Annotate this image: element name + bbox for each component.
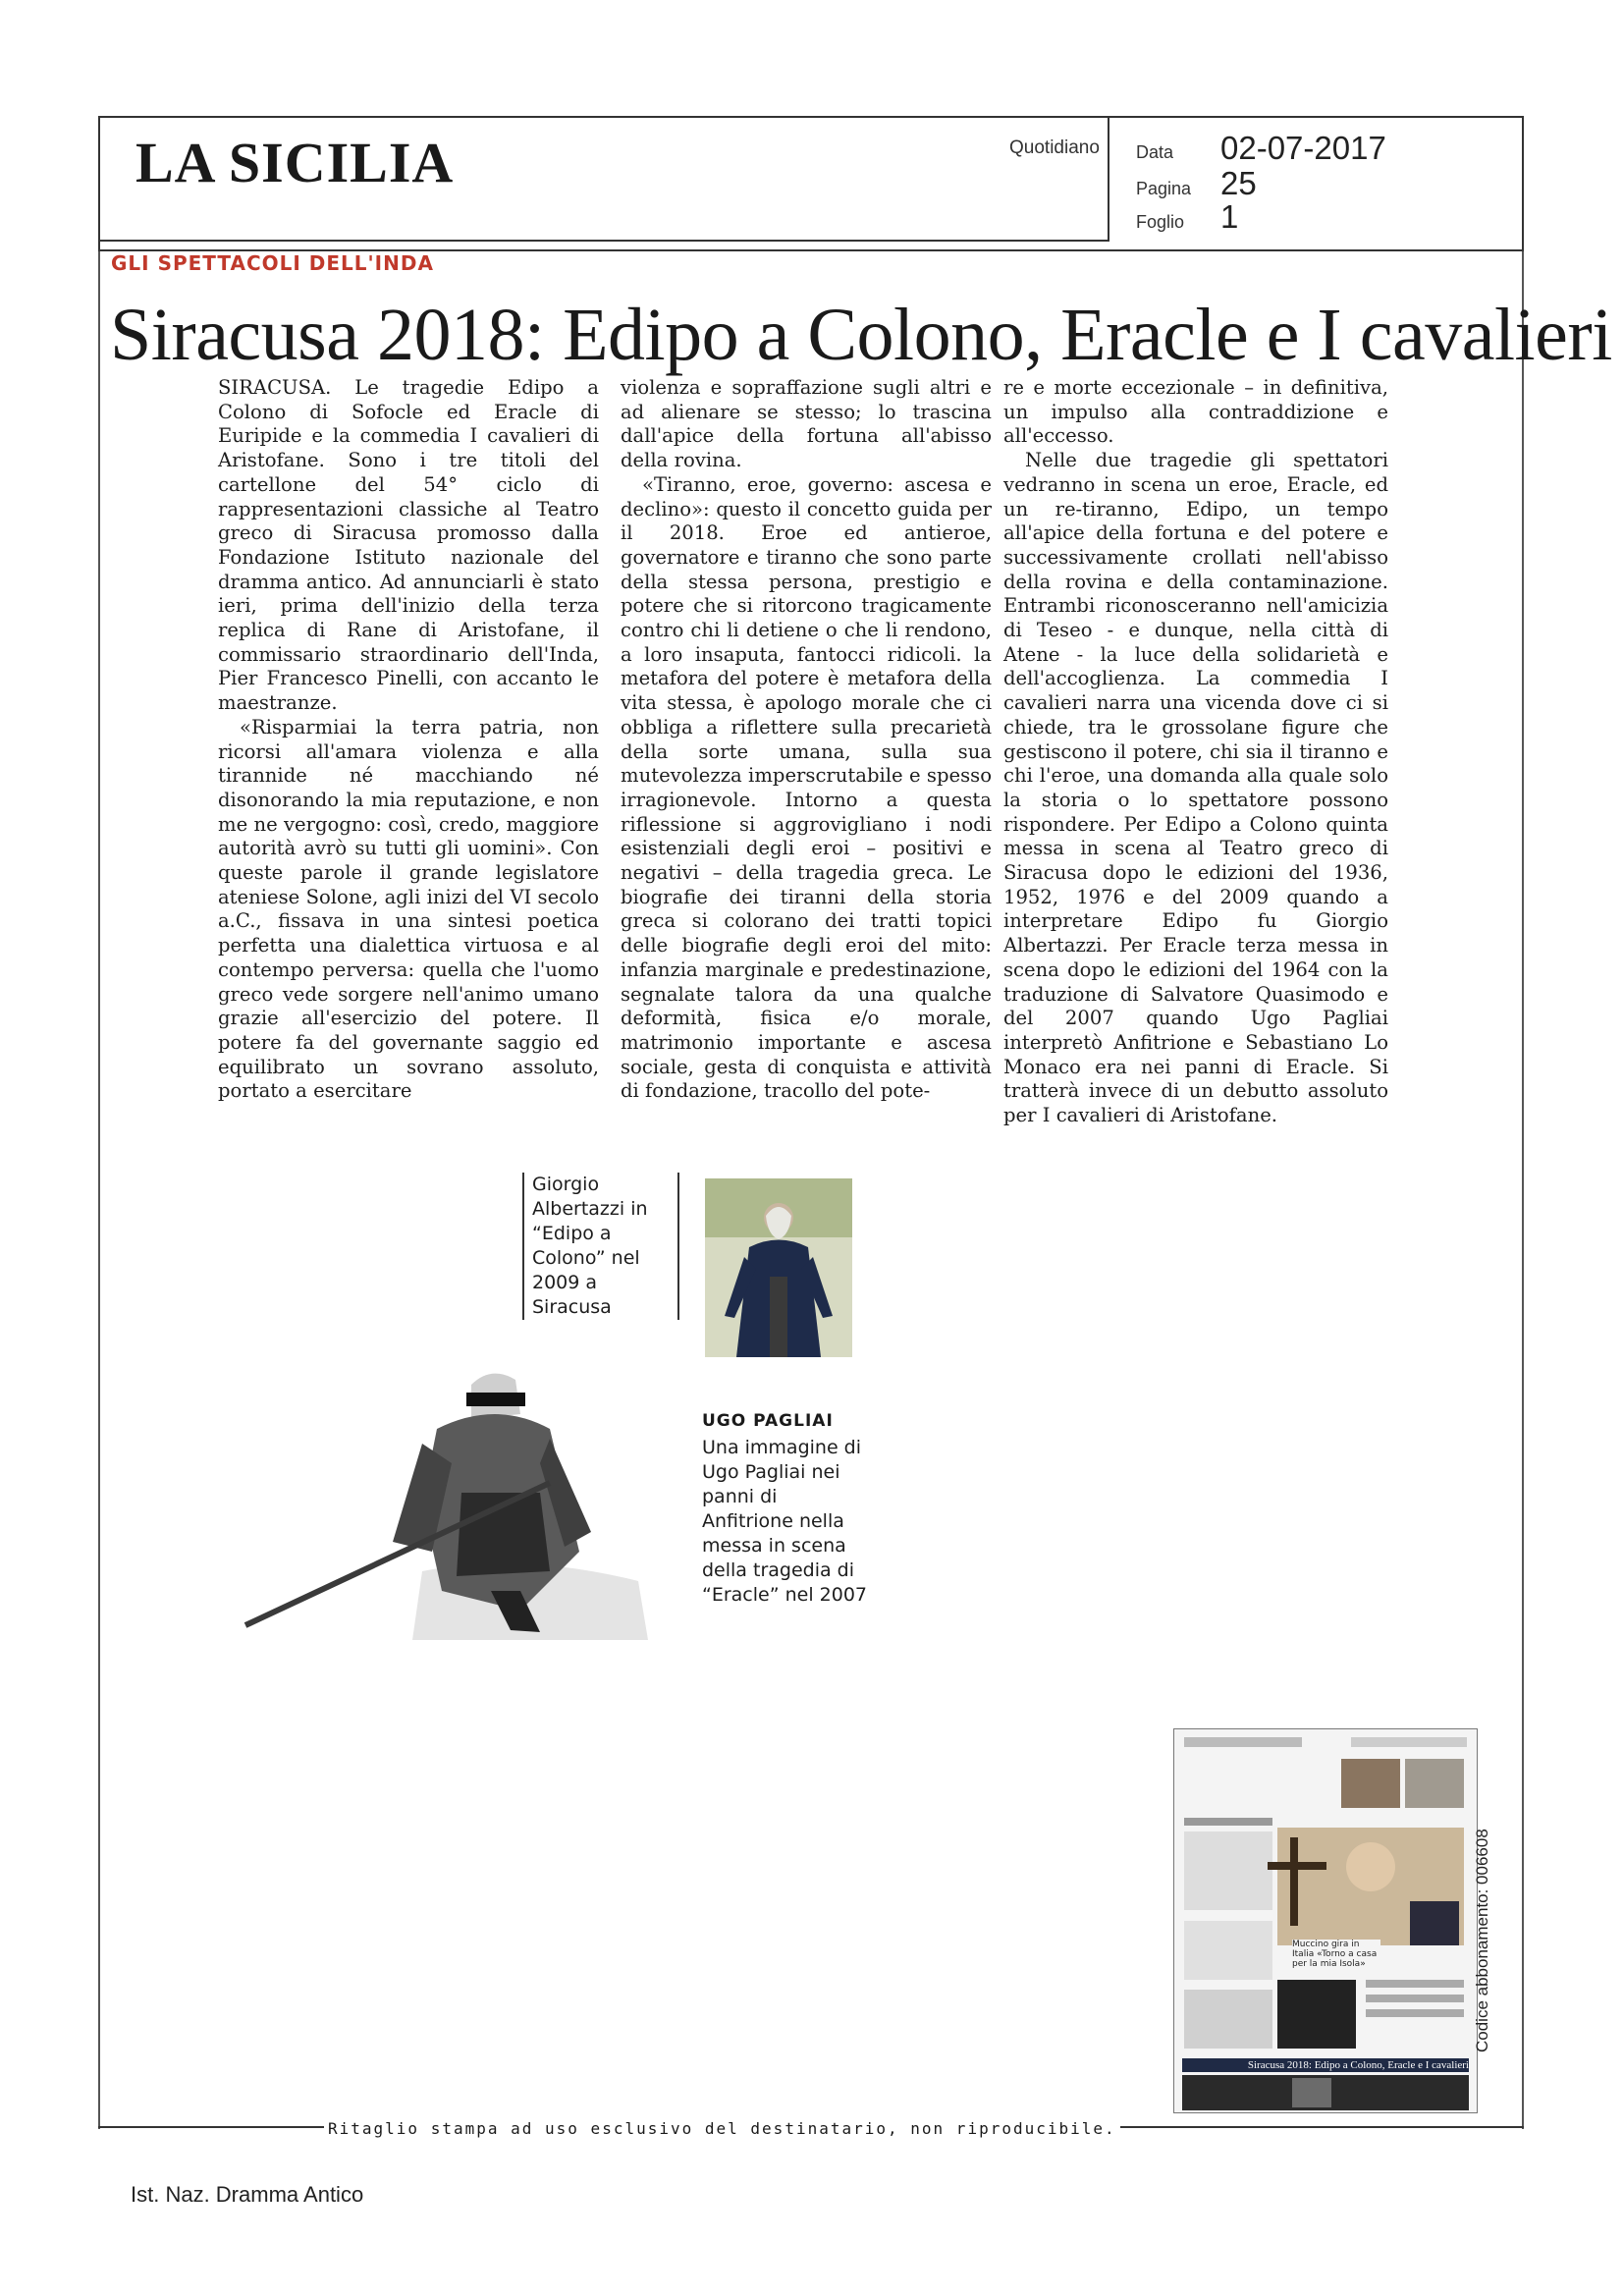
thumbnail-story: Muccino gira in Italia «Torno a casa per la mia Isola»	[1292, 1940, 1380, 1969]
subscription-code: Codice abbonamento: 006608	[1473, 1829, 1491, 2052]
institution-label: Ist. Naz. Dramma Antico	[131, 2182, 364, 2207]
seated-figure-with-staff-icon	[226, 1345, 677, 1640]
meta-date-value: 02-07-2017	[1220, 130, 1386, 166]
article-paragraph: violenza e sopraffazione sugli altri e ad alienare se stesso; lo trascina dall'apice della fortuna all'abisso della rovina.	[621, 376, 992, 472]
photo-caption-albertazzi: Giorgio Albertazzi in “Edipo a Colono” nel 2009 a Siracusa	[522, 1173, 679, 1320]
newspaper-page-preview-icon	[1174, 1729, 1477, 2112]
article-column-1	[218, 376, 599, 1104]
photo-caption-pagliai: Una immagine di Ugo Pagliai nei panni di Anfitrione nella messa in scena della tragedia di “Eracle” nel 2007	[702, 1437, 868, 1606]
article-column-2	[621, 376, 992, 1104]
meta-page-value: 25	[1220, 165, 1257, 201]
page-thumbnail	[1173, 1728, 1478, 2113]
meta-sheet-value: 1	[1220, 198, 1239, 235]
photo-ugo-pagliai	[705, 1178, 852, 1357]
article-paragraph: re e morte eccezionale – in definitiva, un impulso alla contraddizione e all'eccesso.	[1003, 376, 1388, 448]
meta-date-label: Data	[1136, 142, 1174, 162]
article-paragraph: «Tiranno, eroe, governo: ascesa e declino»: questo il concetto guida per il 2018. Eroe ed antieroe, governatore e tiranno che sono parte della stessa persona, prestigio e potere che si ritorcono tragicamente contro chi li detiene o che li rendono, a loro insaputa, fantocci ridicoli. la metafora del potere è metafora della vita stessa, è apologo morale che ci obbliga a riflettere sulla precarietà della sorte umana, sulla sua mutevolezza imperscrutabile e spesso irragionevole. Intorno a questa riflessione si aggrovigliano i nodi esistenziali degli eroi – positivi e negativi – della tragedia greca. Le biografie dei tiranni della storia greca si colorano dei tratti topici delle biografie degli eroi del mito: infanzia marginale e predestinazione, segnalate talora da una qualche deformità, fisica e/o morale, matrimonio importante e ascesa sociale, gesta di conquista e attività di fondazione, tracollo del pote-	[621, 472, 992, 1103]
article-paragraph: Nelle due tragedie gli spettatori vedranno in scena un eroe, Eracle, ed un re-tiranno, Edipo, un tempo all'apice della fortuna e del potere e successivamente crollati nell'abisso della rovina e della contaminazione. Entrambi riconosceranno nell'amicizia di Teseo - e dunque, nella città di Atene - la luce della solidarietà e dell'accoglienza. La commedia I cavalieri narra una vicenda dove ci si chiede, tra le grossolane figure che gestiscono il potere, chi sia il tiranno e chi l'eroe, una domanda alla quale solo la storia o lo spettatore possono rispondere. Per Edipo a Colono quinta messa in scena al Teatro greco di Siracusa dopo le edizioni del 1936, 1952, 1976 e del 2009 quando a interpretare Edipo fu Giorgio Albertazzi. Per Eracle terza messa in scena dopo le edizioni del 1964 con la traduzione di Salvatore Quasimodo e del 2007 quando Ugo Pagliai interpretò Anfitrione e Sebastiano Lo Monaco era nei panni di Eracle. Si tratterà invece di un debutto assoluto per I cavalieri di Aristofane.	[1003, 449, 1388, 1127]
photo-caption-name: UGO PAGLIAI	[702, 1411, 834, 1431]
thumbnail-headline: Siracusa 2018: Edipo a Colono, Eracle e I cavalieri	[1247, 2059, 1469, 2071]
article-paragraph: «Risparmiai la terra patria, non ricorsi all'amara violenza e alla tirannide né macchiando né disonorando la mia reputazione, e non me ne vergogno: così, credo, maggiore autorità avrò su tutti gli uomini». Con queste parole il grande legislatore ateniese Solone, agli inizi del VI secolo a.C., fissava in una sintesi poetica perfetta una dialettica virtuosa e al contempo perversa: quella che l'uomo greco vede sorgere nell'animo umano grazie all'esercizio del potere. Il potere fa del governante saggio ed equilibrato un sovrano assoluto, portato a esercitare	[218, 715, 599, 1103]
newspaper-logo: LA SICILIA	[135, 131, 455, 194]
figure-in-robe-icon	[705, 1178, 852, 1357]
meta-sheet-label: Foglio	[1136, 212, 1185, 232]
article-paragraph: SIRACUSA. Le tragedie Edipo a Colono di Sofocle ed Eracle di Euripide e la commedia I cavalieri di Aristofane. Sono i tre titoli del cartellone del 54° ciclo di rappresentazioni classiche al Teatro greco di Siracusa promosso dalla Fondazione Istituto nazionale del dramma antico. Ad annunciarli è stato ieri, prima dell'inizio della terza replica di Rane di Aristofane, il commissario straordinario dell'Inda, Pier Francesco Pinelli, con accanto le maestranze.	[218, 376, 599, 715]
photo-giorgio-albertazzi	[226, 1345, 677, 1640]
meta-page-label: Pagina	[1136, 179, 1192, 198]
section-label: GLI SPETTACOLI DELL'INDA	[111, 251, 434, 275]
article-column-3	[1003, 376, 1388, 1128]
caption-rule	[677, 1173, 679, 1320]
headline: Siracusa 2018: Edipo a Colono, Eracle e I cavalieri	[110, 294, 1612, 376]
publication-type: Quotidiano	[1009, 137, 1100, 158]
footer-notice: Ritaglio stampa ad uso esclusivo del destinatario, non riproducibile.	[324, 2119, 1120, 2138]
